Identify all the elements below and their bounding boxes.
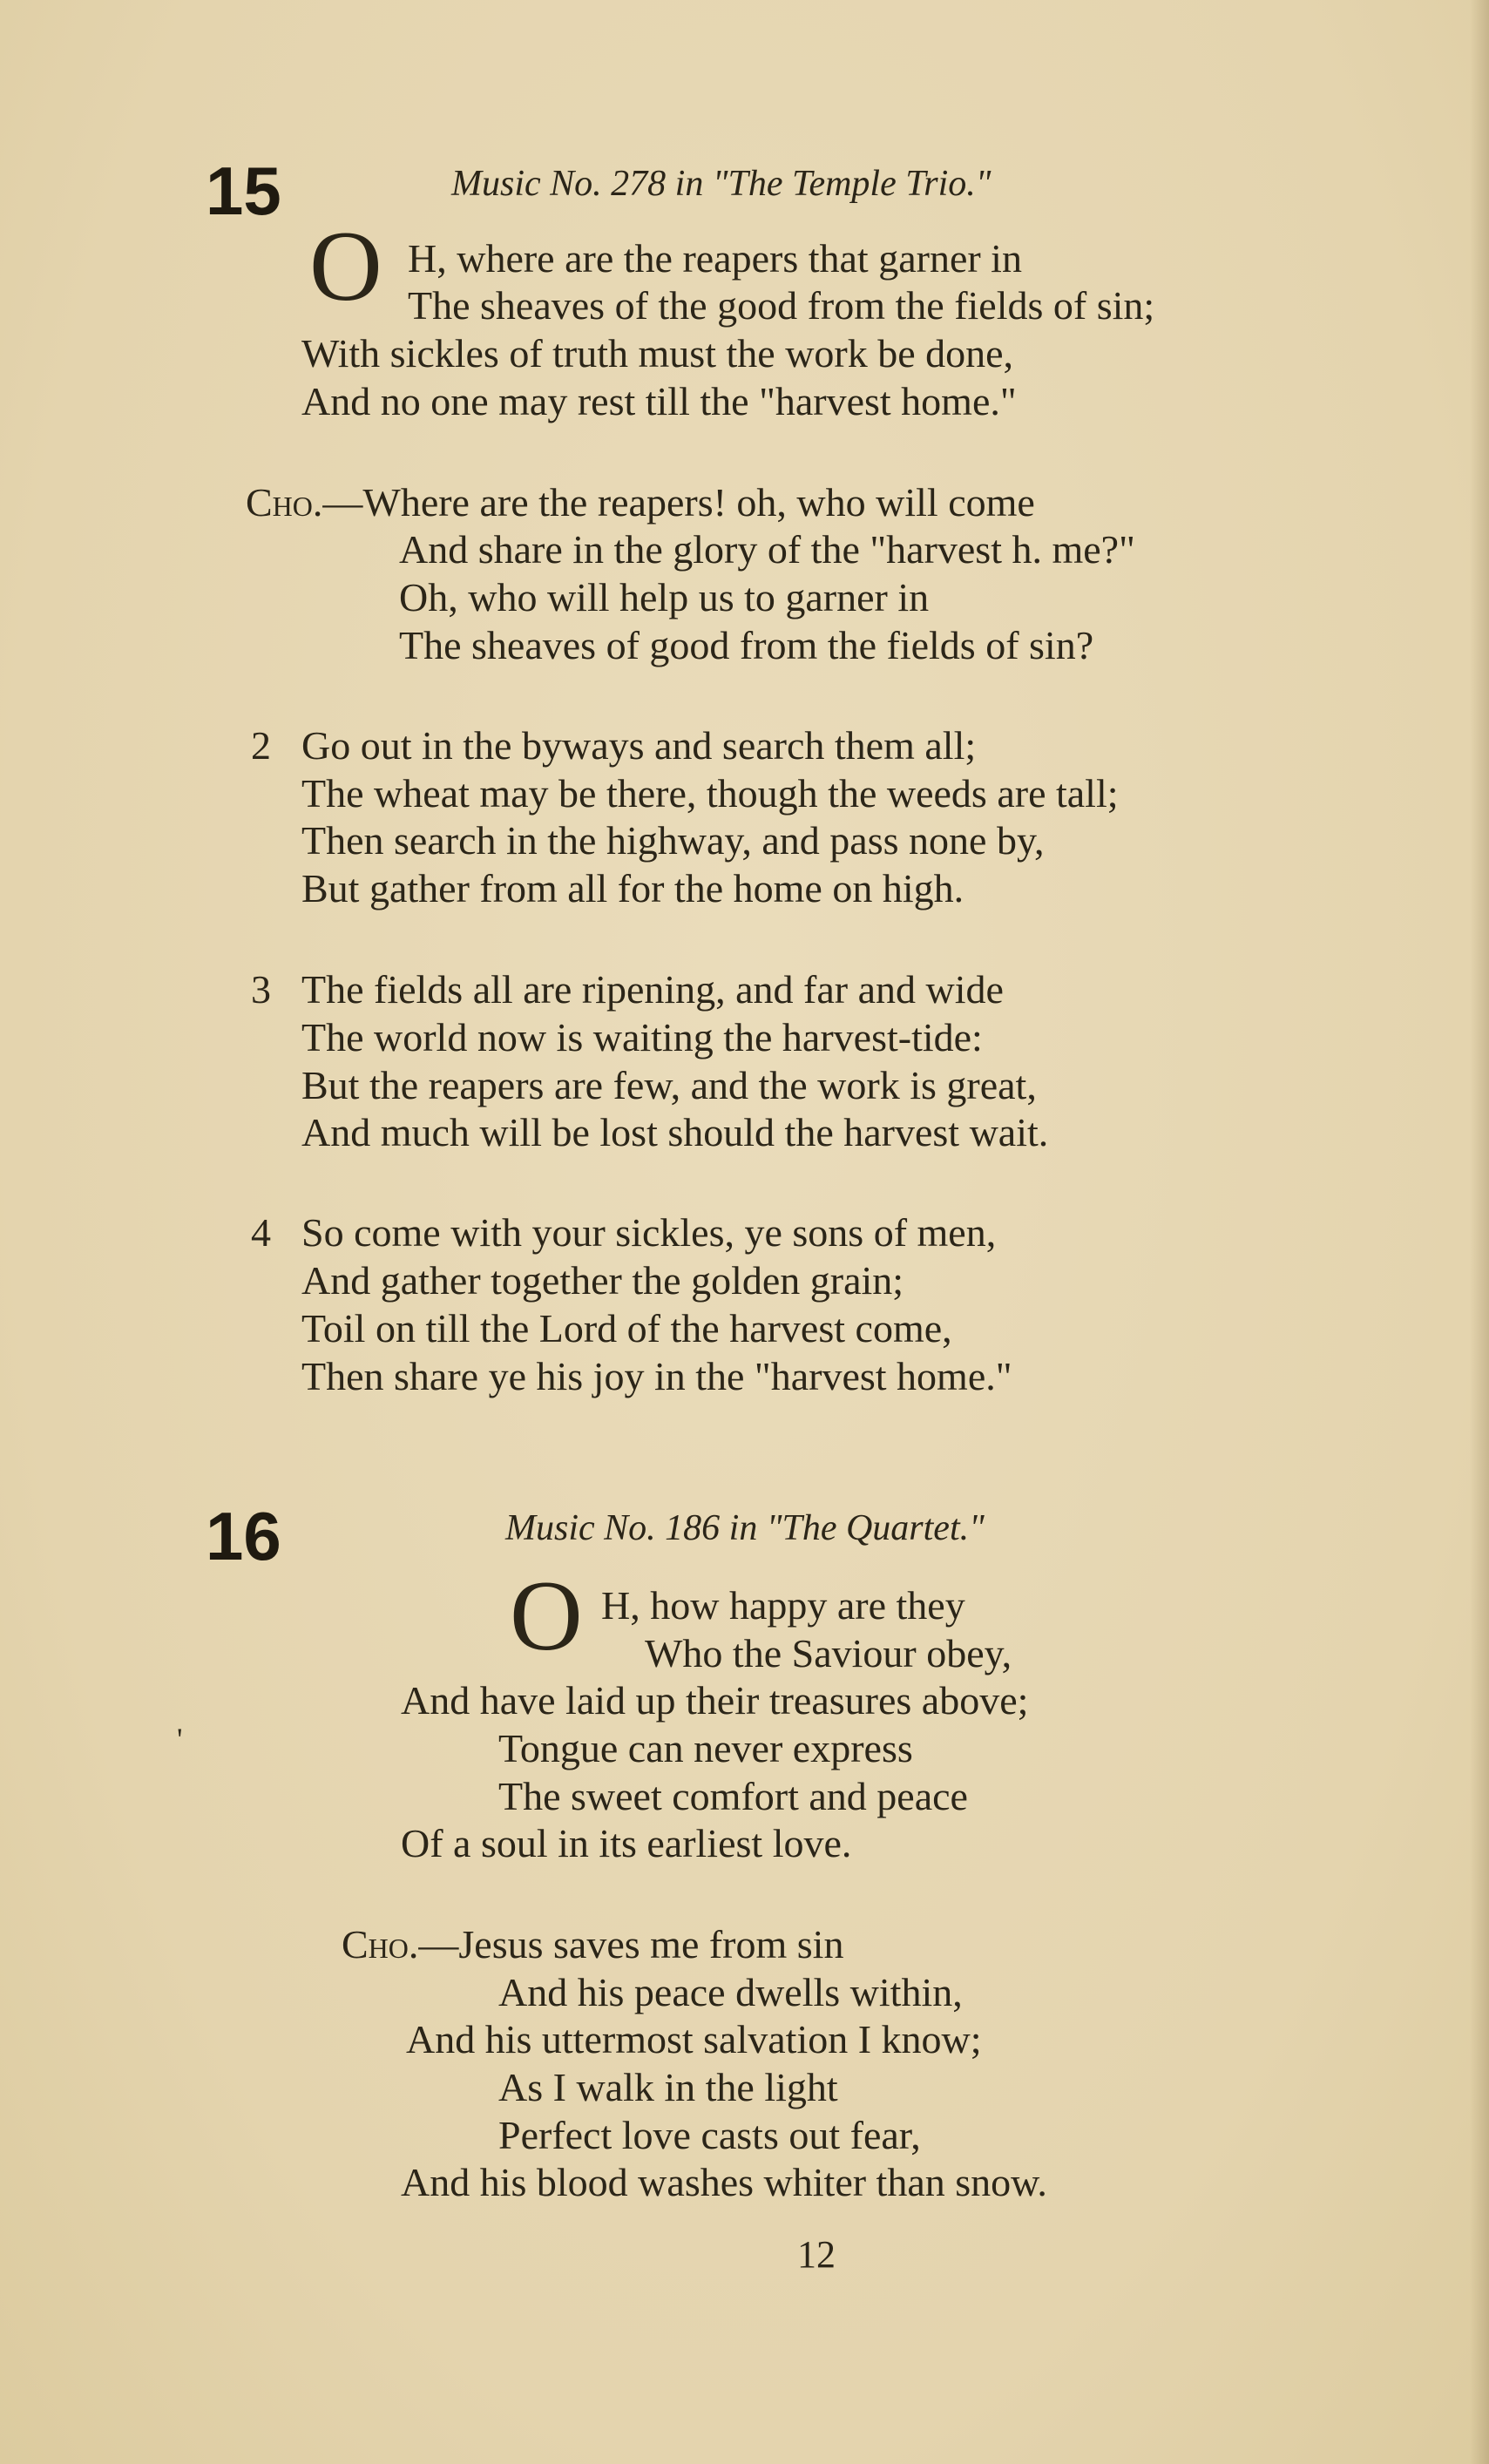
hymn-16-v1-line1: H, how happy are they (601, 1583, 965, 1628)
hymn-16-v1-line3: And have laid up their treasures above; (401, 1678, 1029, 1723)
hymn-15-v4-line4: Then share ye his joy in the "harvest home." (301, 1354, 1012, 1398)
hymn-15-v2-line2: The wheat may be there, though the weeds are tall; (301, 771, 1119, 816)
hymn-15-chorus-line2: And share in the glory of the "harvest h. me?" (399, 527, 1135, 572)
hymn-15-v4-number: 4 (251, 1210, 271, 1255)
hymn-15-v3-line2: The world now is waiting the harvest-tide: (301, 1015, 983, 1059)
hymn-15-dropcap: O (309, 211, 382, 322)
hymn-15-v1-line2: The sheaves of the good from the fields of sin; (408, 283, 1155, 328)
hymn-16-chorus-line2: And his peace dwells within, (498, 1970, 963, 2014)
hymn-16-chorus-label: Cho. (342, 1922, 419, 1966)
hymn-15-v3-line3: But the reapers are few, and the work is great, (301, 1063, 1037, 1107)
hymn-15-chorus-line4: The sheaves of good from the fields of sin? (399, 623, 1094, 667)
hymn-15-chorus-line1 (246, 480, 1035, 525)
hymn-15-v2-line3: Then search in the highway, and pass none by, (301, 818, 1045, 863)
page-edge-shadow (1470, 0, 1489, 2464)
hymn-16-chorus-line6: And his blood washes whiter than snow. (401, 2160, 1047, 2204)
hymn-16-v1-line5: The sweet comfort and peace (498, 1774, 968, 1818)
hymn-15-v2-number: 2 (251, 723, 271, 768)
hymn-16-v1-line4: Tongue can never express (498, 1726, 913, 1770)
hymn-16-v1-line6: Of a soul in its earliest love. (401, 1821, 852, 1865)
hymn-15-chorus-line1-text: —Where are the reapers! oh, who will come (322, 480, 1035, 525)
hymn-16-music-reference: Music No. 186 in "The Quartet." (505, 1508, 985, 1548)
hymn-15-v2-line4: But gather from all for the home on high. (301, 866, 964, 910)
hymn-15-v2-line1: Go out in the byways and search them all; (301, 723, 977, 768)
hymn-16-chorus-line3: And his uttermost salvation I know; (406, 2017, 982, 2061)
hymn-16-chorus-line1-text: —Jesus saves me from sin (418, 1922, 844, 1966)
hymn-16-chorus-line5: Perfect love casts out fear, (498, 2113, 921, 2157)
hymn-15-v3-line1: The fields all are ripening, and far and wide (301, 967, 1004, 1012)
hymn-16-number: 16 (206, 1498, 281, 1574)
hymn-15-v3-line4: And much will be lost should the harvest wait. (301, 1110, 1049, 1154)
hymn-16-dropcap: O (510, 1560, 583, 1672)
hymn-15-v4-line3: Toil on till the Lord of the harvest come, (301, 1306, 952, 1350)
hymn-16-chorus-line4: As I walk in the light (498, 2065, 838, 2109)
page-number: 12 (797, 2233, 836, 2276)
hymn-15-chorus-label: Cho. (246, 480, 323, 525)
hymn-15-v4-line2: And gather together the golden grain; (301, 1258, 904, 1303)
hymn-15-number: 15 (206, 152, 281, 229)
hymn-15-v1-line1: H, where are the reapers that garner in (408, 236, 1022, 281)
hymn-16-v1-line2: Who the Saviour obey, (645, 1631, 1012, 1675)
hymn-15-v1-line3: With sickles of truth must the work be done, (301, 331, 1014, 376)
hymn-15-v1-line4: And no one may rest till the "harvest home." (301, 379, 1017, 423)
stray-ink-mark: ' (177, 1722, 183, 1757)
hymn-15-v4-line1: So come with your sickles, ye sons of men, (301, 1210, 997, 1255)
hymn-15-v3-number: 3 (251, 967, 271, 1012)
hymn-15-music-reference: Music No. 278 in "The Temple Trio." (451, 164, 992, 204)
hymn-15-chorus-line3: Oh, who will help us to garner in (399, 575, 930, 619)
hymn-16-chorus-line1 (342, 1922, 844, 1966)
